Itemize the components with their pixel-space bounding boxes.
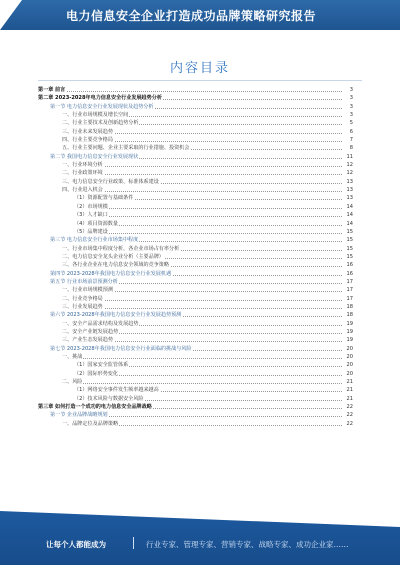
- footer-slogan-right: 行业专家、管理专家、营销专家、战略专家、成功企业家……: [146, 540, 349, 549]
- toc-entry[interactable]: [0, 320, 400, 328]
- toc-entry-label: 一、行业市场规模预测: [62, 287, 113, 294]
- toc-entry[interactable]: [0, 395, 400, 403]
- toc-entry-label: （4）项目资源数量: [74, 220, 118, 227]
- toc-entry-label: 第三章 如何打造一个成功的电力信息安全品牌战略: [38, 404, 152, 411]
- toc-entry-page: 14: [343, 211, 353, 219]
- toc-entry-page: 15: [343, 253, 353, 261]
- toc-entry-label: 一、行业市场集中程度分析，各企业市场占有率分析: [62, 245, 180, 252]
- toc-leader-dots: [78, 375, 352, 376]
- toc-entry-page: 13: [343, 178, 353, 186]
- toc-entry[interactable]: [0, 420, 400, 428]
- toc-entry-label: 四、行业主要竞争格局: [62, 137, 113, 144]
- toc-entry-label: （3）人才缺口: [74, 212, 108, 219]
- toc-entry-page: 19: [343, 328, 353, 336]
- report-footer: [0, 511, 400, 565]
- toc-entry[interactable]: [0, 169, 400, 177]
- toc-leader-dots: [66, 166, 352, 167]
- toc-entry-label: （1）网络安全事件发生频率越来越高: [74, 387, 159, 394]
- toc-entry-page: 13: [343, 194, 353, 202]
- toc-entry[interactable]: [0, 245, 400, 253]
- toc-entry-page: 16: [343, 261, 353, 269]
- toc-entry-label: （5）品牌建设: [74, 228, 108, 235]
- toc-entry[interactable]: [0, 136, 400, 144]
- toc-entry-page: 18: [343, 311, 353, 319]
- toc-entry-page: 19: [343, 336, 353, 344]
- toc-entry-page: 17: [343, 286, 353, 294]
- toc-entry-label: 三、行业发展趋势: [62, 303, 103, 310]
- toc-entry-label: 三、各行业企业在电力信息安全领域的竞争策略: [62, 262, 169, 269]
- footer-slogan-left: 让每个人都能成为: [46, 540, 106, 549]
- toc-entry-label: 一、行业环境分析: [62, 162, 103, 169]
- toc-entry-page: 20: [343, 361, 353, 369]
- toc-entry[interactable]: [0, 370, 400, 378]
- toc-entry-page: 11: [343, 153, 353, 161]
- toc-entry[interactable]: [0, 203, 400, 211]
- toc-entry[interactable]: [0, 211, 400, 219]
- toc-entry-label: 三、行业未来发展趋势: [62, 128, 113, 135]
- toc-entry[interactable]: [0, 128, 400, 136]
- toc-leader-dots: [78, 216, 352, 217]
- toc-entry-page: 15: [343, 228, 353, 236]
- toc-entry-label: （2）国际形势变化: [74, 370, 118, 377]
- toc-entry-page: 13: [343, 186, 353, 194]
- report-title: 电力信息安全企业打造成功品牌策略研究报告: [66, 9, 317, 23]
- toc-entry-page: 14: [343, 203, 353, 211]
- toc-entry[interactable]: [0, 253, 400, 261]
- toc-entry[interactable]: [0, 153, 400, 161]
- toc-leader-dots: [78, 208, 352, 209]
- toc-entry[interactable]: [0, 194, 400, 202]
- toc-entry[interactable]: [0, 328, 400, 336]
- toc-entry-page: 22: [343, 420, 353, 428]
- toc-entry-page: 18: [343, 303, 353, 311]
- toc-entry[interactable]: [0, 144, 400, 152]
- toc-entry[interactable]: [0, 270, 400, 278]
- toc-entry-label: 第一节 企业品牌战略规划: [50, 412, 108, 419]
- toc-entry-label: 第一节 电力信息安全行业发展现状及趋势分析: [50, 103, 154, 110]
- toc-entry-label: 二、行业主要技术及创新趋势分析: [62, 120, 139, 127]
- toc-entry-label: 二、行业竞争格局: [62, 295, 103, 302]
- toc-entry[interactable]: [0, 361, 400, 369]
- toc-entry[interactable]: [0, 236, 400, 244]
- toc-entry[interactable]: [0, 86, 400, 94]
- toc-entry-page: 17: [343, 278, 353, 286]
- toc-entry-label: 三、产业生态发展趋势: [62, 337, 113, 344]
- toc-entry-page: 17: [343, 295, 353, 303]
- toc-entry-page: 22: [343, 403, 353, 411]
- toc-entry[interactable]: [0, 295, 400, 303]
- toc-entry[interactable]: [0, 261, 400, 269]
- toc-entry-label: 一、行业市场规模及增长空间: [62, 112, 129, 119]
- toc-entry-page: 20: [343, 353, 353, 361]
- toc-leader-dots: [66, 383, 352, 384]
- toc-entry[interactable]: [0, 178, 400, 186]
- toc-entry-label: 二、电力信息安全龙头企业分析（主要品牌）: [62, 253, 164, 260]
- toc-entry[interactable]: [0, 303, 400, 311]
- toc-entry-page: 16: [343, 270, 353, 278]
- footer-separator: [133, 537, 134, 549]
- toc-entry-page: 3: [343, 86, 353, 94]
- toc-entry[interactable]: [0, 220, 400, 228]
- toc-entry-page: 12: [343, 169, 353, 177]
- toc-entry-page: 12: [343, 161, 353, 169]
- toc-entry-label: 二、行业政策环境: [62, 170, 103, 177]
- toc-entry-page: 21: [343, 386, 353, 394]
- toc-leader-dots: [78, 225, 352, 226]
- toc-entry[interactable]: [0, 345, 400, 353]
- toc-entry[interactable]: [0, 411, 400, 419]
- toc-entry[interactable]: [0, 386, 400, 394]
- toc-entry-label: 第二节 我国电力信息安全行业发展现状: [50, 153, 139, 160]
- toc-entry-label: 一、品牌定位及品牌策略: [62, 420, 119, 427]
- toc-entry[interactable]: [0, 403, 400, 411]
- toc-entry[interactable]: [0, 311, 400, 319]
- toc-entry-page: 8: [343, 144, 353, 152]
- toc-entry-label: （2）市场规模: [74, 203, 108, 210]
- toc-leader-dots: [66, 358, 352, 359]
- toc-entry-label: 第六节 2023-2028年我国电力信息安全行业发展趋势预测: [50, 312, 182, 319]
- toc-entry[interactable]: [0, 103, 400, 111]
- toc-entry-label: 四、行业进入机会: [62, 187, 103, 194]
- toc-entry-label: 五、行业主要问题、企业主要采取的行业措施、投资机会: [62, 145, 190, 152]
- toc-entry-label: 第三节 电力信息安全行业市场集中程度: [50, 237, 139, 244]
- toc-leader-dots: [78, 233, 352, 234]
- toc-entry-label: 三、电力信息安全行业政策、标准体系建设: [62, 178, 159, 185]
- toc-entry-label: 第二章 2023-2028年电力信息安全行业发展趋势分析: [38, 95, 162, 102]
- report-header: [0, 0, 400, 30]
- toc-entry-page: 19: [343, 320, 353, 328]
- toc-entry-page: 5: [343, 119, 353, 127]
- toc-entry-page: 7: [343, 136, 353, 144]
- header-corner-cut: [0, 0, 22, 30]
- toc-leader-dots: [66, 308, 352, 309]
- toc-entry-label: 一、挑战: [62, 354, 83, 360]
- toc-entry-label: 一、安全产品需求结构及发展趋势: [62, 320, 139, 327]
- toc-entry-page: 15: [343, 236, 353, 244]
- toc-entry[interactable]: [0, 228, 400, 236]
- toc-entry-label: 第七节 2023-2028年我国电力信息安全行业面临的挑战与风险: [50, 345, 192, 352]
- toc-entry-page: 20: [343, 370, 353, 378]
- toc-entry-page: 14: [343, 220, 353, 228]
- toc-entry[interactable]: [0, 161, 400, 169]
- toc-divider: [38, 80, 362, 81]
- toc-heading: 内容目录: [169, 61, 230, 76]
- toc-entry[interactable]: [0, 378, 400, 386]
- toc-entry-label: 二、安全产业链发展趋势: [62, 328, 119, 335]
- table-of-contents: [0, 86, 400, 428]
- toc-entry[interactable]: [0, 186, 400, 194]
- toc-entry[interactable]: [0, 278, 400, 286]
- toc-entry-page: 3: [343, 94, 353, 102]
- toc-entry-page: 21: [343, 378, 353, 386]
- toc-entry-label: 二、风险: [62, 379, 83, 386]
- toc-entry[interactable]: [0, 286, 400, 294]
- toc-entry-label: （1）资源配置与基础条件: [74, 195, 134, 202]
- toc-entry-page: 15: [343, 245, 353, 253]
- toc-leader-dots: [66, 174, 352, 175]
- toc-entry-label: 第四节 2023-2028年我国电力信息安全行业发展机遇: [50, 270, 172, 277]
- toc-leader-dots: [66, 191, 352, 192]
- toc-entry-label: 第五节 行业市场前景预测分析: [50, 278, 118, 285]
- toc-leader-dots: [42, 91, 352, 92]
- toc-entry[interactable]: [0, 94, 400, 102]
- toc-entry-page: 21: [343, 395, 353, 403]
- toc-leader-dots: [66, 300, 352, 301]
- toc-entry-label: 第一章 前言: [38, 87, 66, 93]
- toc-entry-page: 22: [343, 411, 353, 419]
- toc-entry[interactable]: [0, 336, 400, 344]
- toc-entry[interactable]: [0, 353, 400, 361]
- toc-entry-page: 3: [343, 111, 353, 119]
- toc-entry-page: 6: [343, 128, 353, 136]
- toc-entry-label: （1）国家安全监管体系: [74, 362, 129, 369]
- toc-entry-page: 3: [343, 103, 353, 111]
- toc-entry[interactable]: [0, 119, 400, 127]
- toc-entry-page: 20: [343, 345, 353, 353]
- toc-entry[interactable]: [0, 111, 400, 119]
- toc-entry-label: （2）技术风险与数据安全风险: [74, 395, 144, 402]
- footer-slant-shape: [0, 511, 400, 527]
